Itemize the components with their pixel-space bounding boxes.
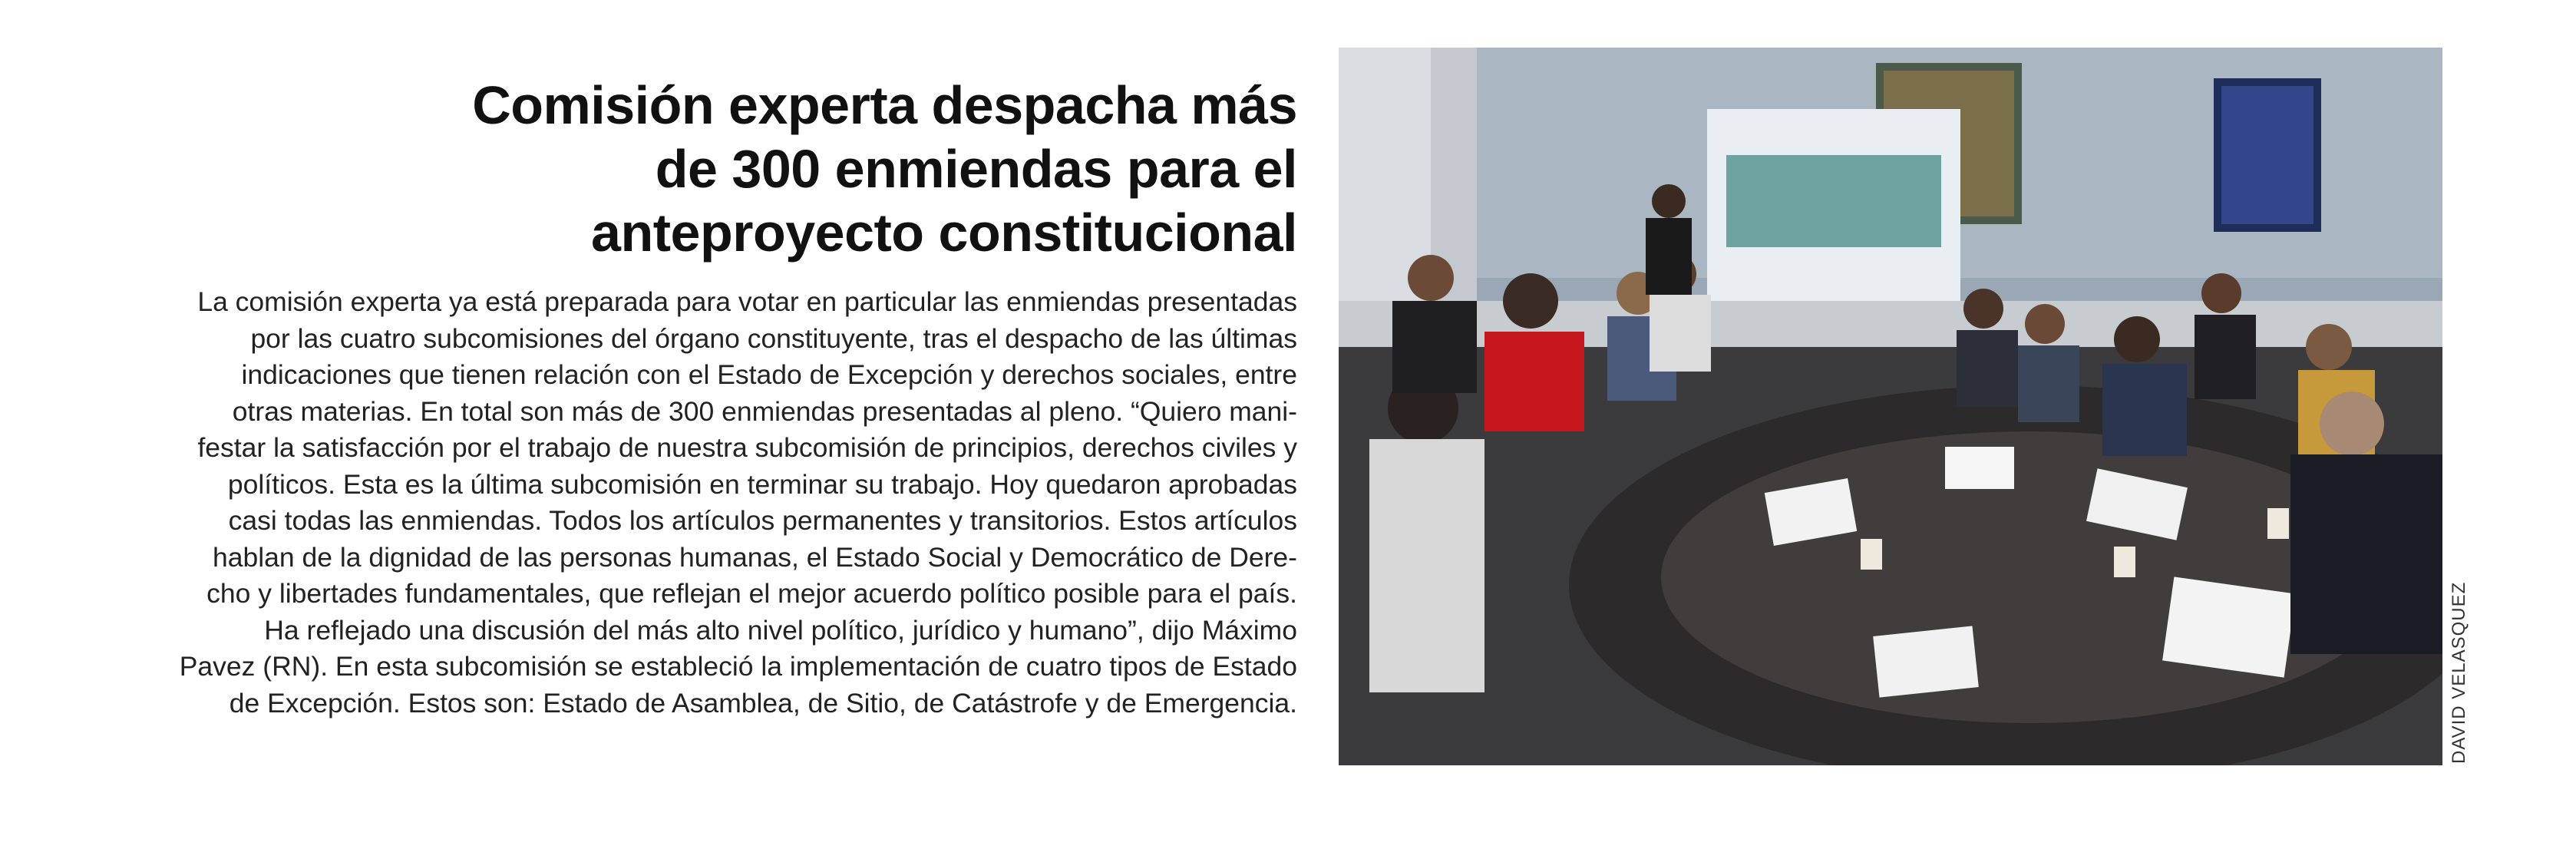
body-line: indicaciones que tienen relación con el Estado de Excepción y derechos sociales, entre: [241, 359, 1297, 390]
body-line: por las cuatro subcomisiones del órgano constituyente, tras el despacho de las últimas: [250, 322, 1297, 354]
headline: [322, 74, 1297, 265]
meeting-photo: [1339, 48, 2442, 765]
body-line: otras materias. En total son más de 300 enmiendas presentadas al pleno. “Quiero mani-: [232, 395, 1297, 427]
meeting-photo-illustration: [1339, 48, 2442, 765]
body-line: cho y libertades fundamentales, que reflejan el mejor acuerdo político posible para el país.: [206, 578, 1297, 609]
body-line: Ha reflejado una discusión del más alto nivel político, jurídico y humano”, dijo Máximo: [264, 614, 1297, 646]
body-line: políticos. Esta es la última subcomisión en terminar su trabajo. Hoy quedaron aprobadas: [227, 468, 1297, 500]
body-line: Pavez (RN). En esta subcomisión se estableció la implementación de cuatro tipos de Estado: [179, 651, 1297, 682]
body-line: festar la satisfacción por el trabajo de nuestra subcomisión de principios, derechos civiles y: [197, 432, 1297, 463]
body-line: hablan de la dignidad de las personas humanas, el Estado Social y Democrático de Dere-: [213, 541, 1297, 573]
headline-line: anteproyecto constitucional: [591, 203, 1297, 263]
body-line: de Excepción. Estos son: Estado de Asamblea, de Sitio, de Catástrofe y de Emergencia.: [229, 687, 1297, 719]
article-body: [115, 284, 1297, 722]
headline-line: Comisión experta despacha más: [472, 75, 1297, 135]
body-line: casi todas las enmiendas. Todos los artículos permanentes y transitorios. Estos artículos: [228, 505, 1297, 536]
photo-credit: DAVID VELASQUEZ: [2449, 581, 2469, 764]
body-line: La comisión experta ya está preparada para votar en particular las enmiendas presentadas: [197, 286, 1297, 317]
headline-line: de 300 enmiendas para el: [655, 139, 1297, 199]
